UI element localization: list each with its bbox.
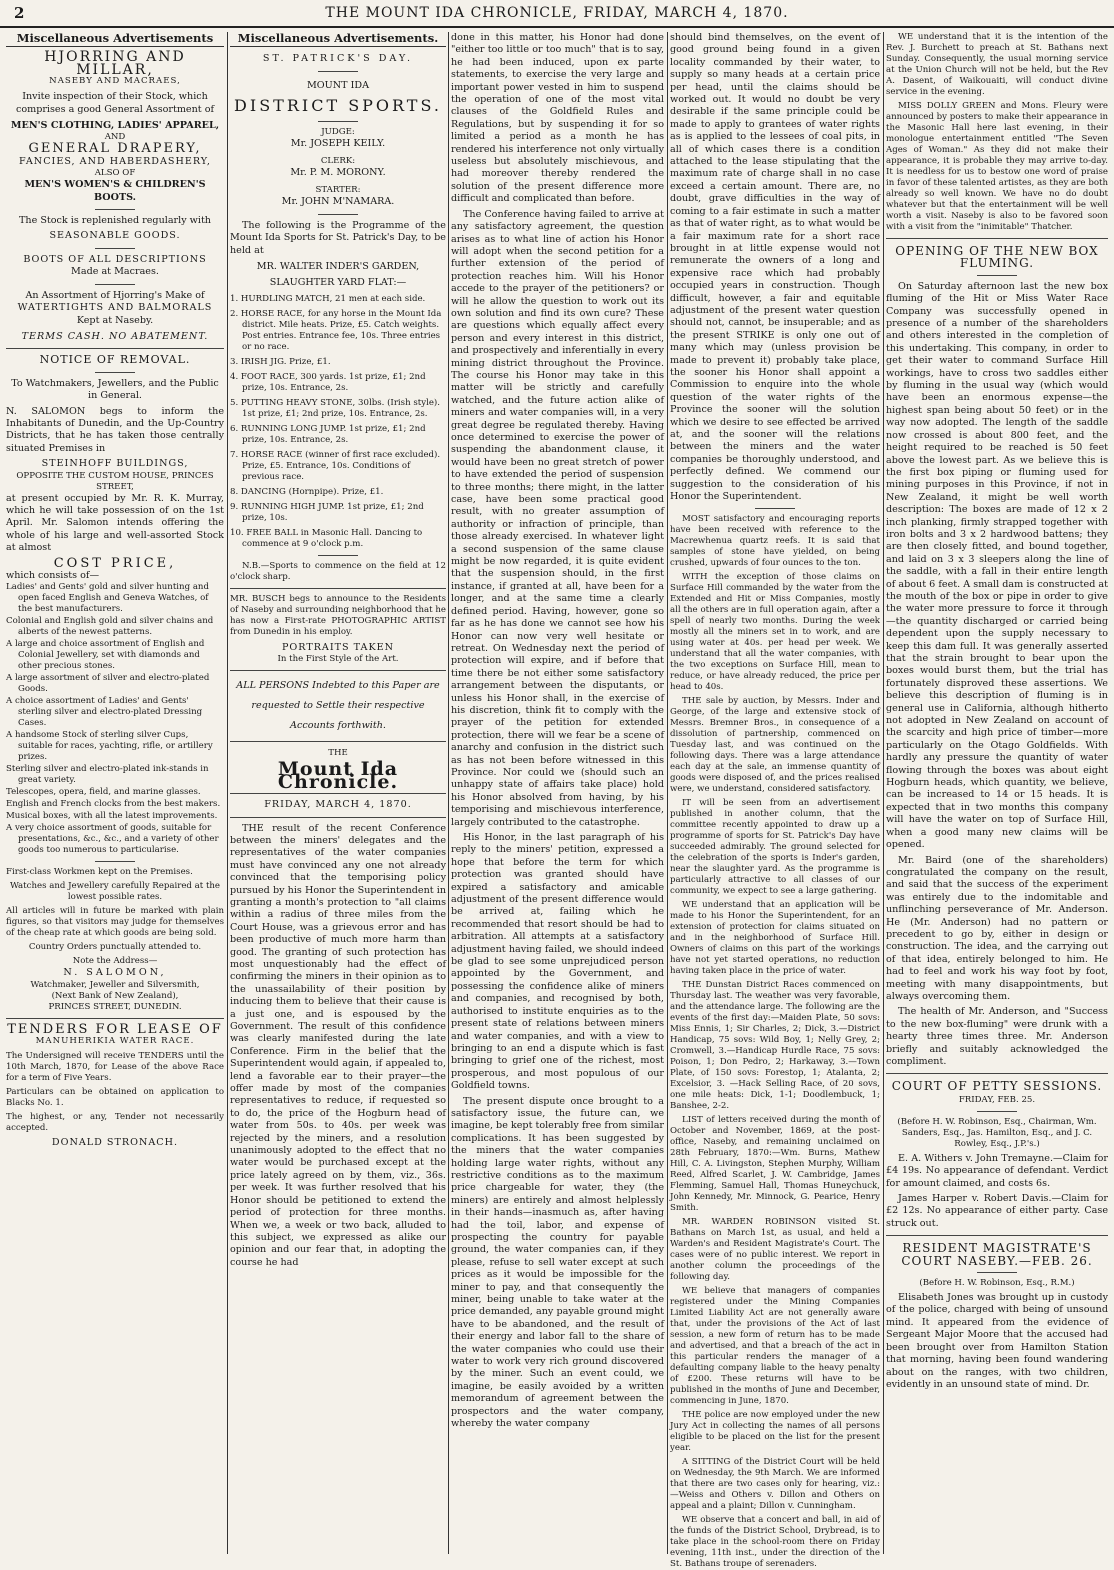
- ad-line: PRINCES STREET, DUNEDIN.: [48, 1001, 182, 1012]
- list-item: Telescopes, opera, field, and marine glasses.: [6, 787, 201, 798]
- article-heading: COURT OF PETTY SESSIONS.: [891, 1079, 1103, 1094]
- ad-text: To Watchmakers, Jewellers, and the Public in General.: [11, 377, 219, 402]
- divider: [977, 1111, 1017, 1112]
- ad-text: Watches and Jewellery carefully Repaired at the lowest possible rates.: [9, 881, 221, 903]
- masthead-the: THE: [328, 748, 348, 759]
- list-item: Colonial and English gold and silver chains and alberts of the newest patterns.: [6, 616, 214, 638]
- article-text: Mr. Baird (one of the shareholders) congratulated the company on the result, and said that the success of the experiment was entirely due to the indomitable and unflinching perseverance of Mr. Anderson. He (Mr. Anderson) had no pattern or precedent to go by, either in design or construction. The idea, and the carrying out of that idea, entirely belonged to him. He had to feel and work his way foot by foot, meeting with many disappointments, but always overcoming them.: [886, 854, 1108, 1002]
- ad-line: which consists of—: [6, 570, 100, 581]
- ad-text: N. SALOMON begs to inform the Inhabitants of Dunedin, and the Up-Country Districts, that he has taken those centrally situated Premises in: [6, 405, 224, 454]
- ad-text: Country Orders punctually attended to.: [28, 942, 202, 953]
- news-item: MISS DOLLY GREEN and Mons. Fleury were announced by posters to make their appearance in the Masonic Hall here last evening, in their monologue entertainment entitled "The Seven Ages of Woman." As they did not make their appearance, it is probable they may arrive to-day. It is needless for us to bestow one word of praise in favor of these talented artistes, as they are both already so well known. We have no do doubt whatever but that the entertainment will be well worth a visit. Naseby is also to be favored soon with a visit from the "inimitable" Thatcher.: [886, 101, 1108, 232]
- ad-text: First-class Workmen kept on the Premises.: [6, 867, 193, 878]
- editorial-text: should bind themselves, on the event of good ground being found in a given locality commanded by their water, to supply so many heads at a certain price per head, until the claims should be worked out. It would no doubt be very desirable if the same principle could be made to apply to grantees of water rights as is applied to the lessees of coal pits, in all of which cases there is a condition attached to the lease stipulating that the maximum rate of charge shall in no case exceed a certain amount. There are, no doubt, grave difficulties in the way of coming to a fair estimate in such a matter as that of water right, as to what would be a fair maximum rate for a short race brought in at little expense would not remunerate the owners of a long and expensive race which had probably occupied years in construction. Though difficult, however, a fair and equitable adjustment of the present water question should not, cannot, be insuperable; and as the present STRIKE is only one out of many which may (unless provision be made to prevent it) probably take place, the sooner his Honor shall appoint a Commission to enquire into the whole question of the water rights of the Province the sooner will the solution which we desire to see effected be arrived at, and the sooner will the relations between the miners and the water companies be thoroughly understood, and perfectly defined. We commend our suggestion to the consideration of his Honor the Superintendent.: [670, 32, 880, 503]
- divider: [318, 214, 358, 215]
- news-item: IT will be seen from an advertisement published in another column, that the committee recently appointed to draw up a programme of sports for St. Patrick's Day have succeeded admirably. The ground selected for the celebration of the sports is Inder's garden, near the slaughter yard. As the programme is particularly attractive to all classes of our community, we expect to see a large gathering.: [670, 798, 880, 897]
- running-title: THE MOUNT IDA CHRONICLE, FRIDAY, MARCH 4, 1870.: [325, 5, 789, 21]
- divider: [977, 1272, 1017, 1273]
- divider: [230, 670, 446, 671]
- list-item: 2. HORSE RACE, for any horse in the Mount Ida district. Mile heats. Prize, £5. Catch weights. Post entries. Entrance fee, 10s. Three entries or no race.: [230, 308, 442, 352]
- news-item: WITH the exception of those claims on Surface Hill commanded by the water from the Extended and Hit or Miss Companies, mostly all the others are in full operation again, after a spell of nearly two months. During the week mostly all the miners set in to work, and are using water at 40s. per head per week. We understand that all the water companies, with the two exceptions on Surface Hill, mean to reduce, or have already reduced, the price per head to 40s.: [670, 572, 880, 693]
- divider: [886, 1073, 1108, 1074]
- list-item: A large assortment of silver and electro-plated Goods.: [6, 673, 210, 695]
- ad-text: All articles will in future be marked with plain figures, so that visitors may judge for themselves of the cheap rate at which goods are being sold.: [6, 906, 224, 939]
- news-item: THE Dunstan District Races commenced on Thursday last. The weather was very favorable, and the attendance large. The following are the events of the first day:—Maiden Plate, 50 sovs: Miss Ennis, 1; Sir Charles, 2; Dick, 3.—District Handicap, 75 sovs: Wild Boy, 1; Nelly Grey, 2; Cromwell, 3.—Handicap Hurdle Race, 75 sovs: Poison, 1; Don Pedro, 2; Harkaway, 3.—Town Plate, of 150 sovs: Forestop, 1; Atalanta, 2; Excelsior, 3. —Hack Selling Race, of 20 sovs, one mile heats: Dick, 1-1; Doodlembuck, 1; Banshee, 2-2.: [670, 980, 880, 1112]
- ad-text: at present occupied by Mr. R. K. Murray, which he will take possession of on the 1st April. Mr. Salomon intends offering the whole of his large and well-assorted Stock at almost: [6, 492, 224, 554]
- editorial-text: His Honor, in the last paragraph of his reply to the miners' petition, expressed a hope that before the term for which protection was granted should have expired a satisfactory and amicable adjustment of the present difference would be arrived at, failing which he recommended that resort should be had to arbitration. All attempts at a satisfactory adjustment having failed, we should indeed be glad to see some unprejudiced person appointed by the Government, and possessing the confidence alike of miners and companies, and recognised by both, authorised to institute enquiries as to the present state of relations between miners and water companies, and with a view to bringing to an end a dispute which is fast bringing to grief one of the richest, most prosperous, and most populous of our Goldfield towns.: [451, 832, 664, 1092]
- list-item: A choice assortment of Ladies' and Gents' sterling silver and electro-plated Dressing Cases.: [6, 696, 203, 729]
- list-item: A very choice assortment of goods, suitable for presentations, &c., &c., and a variety of other goods too numerous to particularise.: [6, 823, 219, 856]
- ad-firm-sub: NASEBY AND MACRAES,: [49, 76, 181, 87]
- article-text: On Saturday afternoon last the new box fluming of the Hit or Miss Water Race Company was successfully opened in presence of a number of the shareholders and others interested in the completion of this undertaking. This company, in order to get their water to command Surface Hill workings, have to cross two saddles either by fluming in the usual way (which would have been an enormous expense—the highest span being about 50 feet) or in the way now adopted. The length of the saddle now crossed is about 800 feet, and the height required to be reached is 50 feet above the lowest part. As we believe this is the first box piping or fluming used for mining purposes in this Province, if not in New Zealand, it might be well worth description: The boxes are made of 12 x 2 inch planking, firmly strapped together with iron bolts and 3 x 2 hardwood battens; they are then closely fitted, and bound together, and laid on 3 x 3 sleepers along the line of the saddle, with a fall in their entire length of about 6 feet. A small dam is constructed at the mouth of the box or pipe in order to give the water more pressure to force it through—the quantity discharged or carried being dependent upon the supply necessary to keep this dam full. It was generally asserted that the strain brought to bear upon the boxes would burst them, but the trial has fortunately disproved these assertions. We believe this description of fluming is in general use in California, although hitherto not adopted in New Zealand on account of the scarcity and high price of timber—more particularly on the Otago Goldfields. With hardly any pressure the quantity of water flowing through the boxes was about eight Hogburn heads, which quantity, we believe, can be increased to 14 or 15 heads. It is expected that in two months this company will have the water on top of Surface Hill, when a good many new claims will be opened.: [886, 280, 1108, 851]
- ad-line: Kept at Naseby.: [76, 314, 154, 326]
- ad-text: ALL PERSONS Indebted to this Paper are requested to Settle their respective Accounts forthwith.: [236, 680, 440, 732]
- news-item: WE understand that an application will be made to his Honor the Superintendent, for an extension of protection for claims situated on and in the neighborhood of Surface Hill. Owners of claims on this part of the workings have not yet started operations, no reduction having taken place in the price of water.: [670, 900, 880, 977]
- issue-date: FRIDAY, MARCH 4, 1870.: [264, 799, 412, 811]
- ad-line: SLAUGHTER YARD FLAT:—: [269, 277, 407, 289]
- ad-line: MOUNT IDA: [306, 79, 370, 91]
- news-item: WE observe that a concert and ball, in aid of the funds of the District School, Drybread, is to take place in the school-room there on Friday evening, 11th inst., under the direction of the St. Bathans troupe of serenaders.: [670, 1515, 880, 1570]
- ad-line: ALSO OF: [94, 168, 136, 179]
- divider: [977, 275, 1017, 276]
- news-item: A SITTING of the District Court will be held on Wednesday, the 9th March. We are informed that there are two cases only for hearing, viz.:—Weiss and Others v. Dillon and Others on appeal and a plaint; Dillon v. Cunningham.: [670, 1457, 880, 1512]
- article-heading: OPENING OF THE NEW BOX FLUMING.: [895, 244, 1099, 271]
- ad-text: N.B.—Sports to commence on the field at 12 o'clock sharp.: [230, 560, 446, 582]
- section-heading: Miscellaneous Advertisements: [6, 32, 224, 47]
- ad-line: GENERAL DRAPERY,: [28, 141, 202, 157]
- divider: [95, 209, 135, 210]
- notice-heading: NOTICE OF REMOVAL.: [39, 353, 191, 367]
- article-text: (Before H. W. Robinson, Esq., R.M.): [919, 1278, 1075, 1289]
- editorial-text: done in this matter, his Honor had done "either too little or too much" that is to say, he had been induced, upon ex parte statements, to exercise the very large and important power vested in him to suspend the operation of one of the most vital clauses of the Goldfield Rules and Regulations, but by suspending it for so limited a period as a month he has rendered his interference not only virtually useless but absolutely mischievous, and had moreover thereby rendered the solution of the present difference more difficult and complicated than before.: [451, 32, 664, 205]
- column-rule: [667, 32, 668, 1554]
- column-1: [6, 32, 224, 1554]
- divider: [318, 555, 358, 556]
- ad-text: The highest, or any, Tender not necessarily accepted.: [6, 1112, 224, 1134]
- list-item: 9. RUNNING HIGH JUMP. 1st prize, £1; 2nd prize, 10s.: [230, 501, 424, 523]
- list-item: English and French clocks from the best makers.: [6, 799, 221, 810]
- divider: [886, 1235, 1108, 1236]
- section-heading: Miscellaneous Advertisements.: [230, 32, 446, 47]
- ad-line: OPPOSITE THE CUSTOM HOUSE, PRINCES STREET,: [16, 470, 214, 492]
- divider: [230, 741, 446, 742]
- column-rule: [448, 32, 449, 1554]
- ad-line: TERMS CASH. NO ABATEMENT.: [21, 330, 209, 342]
- list-item: 6. RUNNING LONG JUMP. 1st prize, £1; 2nd prize, 10s. Entrance, 2s.: [230, 423, 426, 445]
- news-item: MOST satisfactory and encouraging reports have been received with reference to the Macrewhenua quartz reefs. It is said that samples of stone have yielded, on being crushed, upwards of four ounces to the ton.: [670, 514, 880, 569]
- article-text: (Before H. W. Robinson, Esq., Chairman, Wm. Sanders, Esq., Jas. Hamilton, Esq., and J. C. Rowley, Esq., J.P.'s.): [897, 1116, 1097, 1149]
- article-heading: RESIDENT MAGISTRATE'S COURT NASEBY.—FEB. 26.: [901, 1241, 1093, 1268]
- ad-line: WATERTIGHTS AND BALMORALS: [17, 302, 213, 314]
- column-2: [230, 32, 446, 1554]
- ad-line: MR. WALTER INDER'S GARDEN,: [256, 261, 420, 273]
- news-item: WE believe that managers of companies registered under the Mining Companies Limited Liability Act are not generally aware that, under the provisions of the Act of last session, a new form of return has to be made and advertised, and that a breach of the act in this particular renders the manager of a defaulting company liable to the heavy penalty of £200. These returns will have to be published in the months of June and December, commencing in June, 1870.: [670, 1286, 880, 1407]
- divider: [95, 372, 135, 373]
- column-3: [451, 32, 664, 1554]
- ad-line: MEN'S WOMEN'S & CHILDREN'S BOOTS.: [24, 179, 206, 203]
- ad-line: COST PRICE,: [53, 555, 177, 571]
- news-item: THE police are now employed under the new Jury Act in collecting the names of all persons eligible to be placed on the list for the present year.: [670, 1410, 880, 1454]
- divider: [95, 248, 135, 249]
- list-item: 7. HORSE RACE (winner of first race excluded). Prize, £5. Entrance, 10s. Conditions of previous race.: [230, 449, 441, 482]
- column-4: [670, 32, 880, 1570]
- ad-line: Mr. JOHN M'NAMARA.: [281, 196, 395, 208]
- news-item: WE understand that it is the intention of the Rev. J. Burchett to preach at St. Bathans next Sunday. Consequently, the usual morning service at the Union Church will not be held, but the Rev A. Dasent, of Waikouaiti, will conduct divine service in the evening.: [886, 32, 1108, 97]
- ad-line: AND: [104, 132, 126, 143]
- ad-line: CLERK:: [320, 156, 356, 167]
- news-item: LIST of letters received during the month of October and November, 1869, at the post-office, Naseby, and remaining unclaimed on 28th February, 1870:—Wm. Burns, Mathew Hill, C. A. Livingston, Stephen Murphy, William Reed, Alfred Scarlet, J. W. Cambridge, James Flemming, Samuel Hall, Thomas Huneychuck, John Kennedy, Mr. Minnock, G. Pearice, Henry Smith.: [670, 1115, 880, 1214]
- article-text: Elisabeth Jones was brought up in custody of the police, charged with being of unsound mind. It appeared from the evidence of Sergeant Major Moore that the accused had been brought over from Hamilton Station that morning, having been found wandering about on the ranges, with two children, evidently in an unsound state of mind. Dr.: [886, 1292, 1108, 1390]
- editorial-text: The Conference having failed to arrive at any satisfactory agreement, the question arises as to what line of action his Honor will adopt when the second petition for a further extension of the period of protection reaches him. Will his Honor accede to the prayer of the petitioners? or will he allow the question to work out its own solution and find its own cure? These are questions which equally affect every person and every interest in this district, and prospectively and inferentially in every mining district throughout the Province. The course his Honor may take in this matter will be strictly and carefully watched, and the future action alike of miners and water companies will, in a very great degree be regulated thereby. Having once determined to exercise the power of suspending the abandonment clause, it would have been no great stretch of power to have extended the period of suspension to three months; there might, in the latter case, have been some practical good result, with no greater assumption of authority or infraction of principle, than those already exercised. In whatever light a second suspension of the same clause might be now regarded, it is quite evident that the suspension should, in the first instance, if granted at all, have been for a longer, and at the same time a clearly defined period. Having, however, gone so far as he has done we cannot see how his Honor can now very well hesitate or retreat. On Wednesday next the period of protection will expire, and if before that time there be not either some satisfactory arrangement between the disputants, or unless his Honor shall, in the exercise of his discretion, think fit to comply with the prayer of the petition for extended protection, there will we fear be a scene of anarchy and confusion in the district such as has not been before witnessed in this Province. Nor could we (should such an unhappy state of affairs take place) hold his Honor absolved from having, by his temporising and mischievous interference, largely contributed to the catastrophe.: [451, 208, 664, 828]
- divider: [886, 238, 1108, 239]
- column-5: [886, 32, 1108, 1554]
- item-list: [6, 582, 224, 856]
- divider: [6, 348, 224, 349]
- ad-line: ST. PATRICK'S DAY.: [262, 53, 414, 65]
- ad-line: An Assortment of Hjorring's Make of: [25, 289, 205, 301]
- ad-line: N. SALOMON,: [63, 967, 167, 979]
- editorial-text: The present dispute once brought to a satisfactory issue, the future can, we imagine, be kept tolerably free from similar complications. It has been suggested by the miners that the water companies holding large water rights, without any restrictive conditions as to the maximum price chargeable for water, they (the miners) are entirely and almost helplessly in their hands—inasmuch as, after having had the toil, labor, and expense of prospecting the country for payable ground, the water companies can, if they please, refuse to sell water except at such prices as it would be impossible for the miner to pay, and that consequently the miner, being unable to take water at the price demanded, any payable ground might have to be abandoned, and the result of their energy and labor fall to the share of the water companies who could use their water to work very rich ground discovered by the miner. Such an event could, we imagine, be easily avoided by a written memorandum of agreement between the prospectors and the water company, whereby the water company: [451, 1095, 664, 1430]
- list-item: 5. PUTTING HEAVY STONE, 30lbs. (Irish style). 1st prize, £1; 2nd prize, 10s. Entrance, 2s.: [230, 397, 440, 419]
- tender-heading: TENDERS FOR LEASE OF: [7, 1021, 223, 1037]
- list-item: Musical boxes, with all the latest improvements.: [6, 811, 218, 822]
- list-item: Sterling silver and electro-plated ink-stands in great variety.: [6, 764, 209, 786]
- event-list: [230, 294, 446, 550]
- list-item: 1. HURDLING MATCH, 21 men at each side.: [230, 293, 426, 304]
- ad-text: MR. BUSCH begs to announce to the Residents of Naseby and surrounding neighborhood that he has now a First-rate PHOTOGRAPHIC ARTIST from Dunedin in his employ.: [230, 593, 446, 637]
- divider: [318, 71, 358, 72]
- ad-line: BOOTS OF ALL DESCRIPTIONS: [23, 253, 207, 265]
- article-text: E. A. Withers v. John Tremayne.—Claim for £4 19s. No appearance of defendant. Verdict for amount claimed, and costs 6s.: [886, 1152, 1108, 1189]
- ad-line: Mr. P. M. MORONY.: [290, 167, 386, 179]
- divider: [230, 817, 446, 818]
- paper-masthead: Mount Ida Chronicle.: [277, 758, 399, 793]
- ad-title: DISTRICT SPORTS.: [234, 96, 442, 116]
- ad-line: FANCIES, AND HABERDASHERY,: [19, 155, 211, 167]
- ad-line: JUDGE:: [321, 126, 355, 137]
- ad-line: PORTRAITS TAKEN: [281, 641, 395, 653]
- divider: [95, 284, 135, 285]
- ad-line: Note the Address—: [72, 956, 158, 967]
- divider: [230, 793, 446, 794]
- ad-line: STEINHOFF BUILDINGS,: [41, 458, 189, 470]
- list-item: 10. FREE BALL in Masonic Hall. Dancing to commence at 9 o'clock p.m.: [230, 527, 423, 549]
- ad-signature: DONALD STRONACH.: [51, 1137, 179, 1149]
- ad-line: (Next Bank of New Zealand),: [51, 990, 179, 1001]
- ad-line: In the First Style of the Art.: [277, 654, 399, 665]
- divider: [755, 508, 795, 509]
- ad-line: The Stock is replenished regularly with: [19, 215, 211, 227]
- ad-line: Made at Macraes.: [71, 266, 159, 278]
- article-text: James Harper v. Robert Davis.—Claim for £2 12s. No appearance of either party. Case struck out.: [886, 1193, 1108, 1229]
- list-item: 8. DANCING (Hornpipe). Prize, £1.: [230, 486, 384, 497]
- article-text: The health of Mr. Anderson, and "Success to the new box-fluming" were drunk with a hearty three times three. Mr. Anderson briefly and suitably acknowledged the compliment.: [886, 1006, 1108, 1067]
- editorial-text: THE result of the recent Conference between the miners' delegates and the representatives of the water companies must have convinced any one not already convinced that the temporising policy pursued by his Honor the Superintendent in granting a month's protection to "all claims within a radius of three miles from the Court House, was a grievous error and has been productive of much more harm than good. The granting of such protection has most unquestionably had the effect of confirming the miners in their opinion as to the unassailability of their position by inducing them to believe that their cause is a just one, and is espoused by the Government. The result of this confidence was clearly manifested during the late Conference. Firm in the belief that the Superintendent would again, if appealed to, lend a favorable ear to their prayer—the offer made by most of the companies representatives to reduce, if requested so to do, the price of the Hogburn head of water from 50s. to 40s. per week was rejected by the miners, and a resolution unanimously adopted to the effect that no water would be purchased except at the price lately agreed on by them, viz., 36s. per week. It was further resolved that his Honor should be petitioned to extend the period of protection for three months. When we, a week or two back, alluded to this subject, we expressed as alike our opinion and our fear that, in adopting the course he had: [230, 822, 446, 1268]
- ad-line: MANUHERIKIA WATER RACE.: [35, 1036, 195, 1047]
- news-item: MR. WARDEN ROBINSON visited St. Bathans on March 1st, as usual, and held a Warden's and Resident Magistrate's Court. The cases were of no public interest. We report in another column the proceedings of the following day.: [670, 1217, 880, 1283]
- ad-firm-name: HJORRING AND MILLAR,: [44, 49, 186, 78]
- ad-text: Particulars can be obtained on application to Blacks No. 1.: [6, 1087, 224, 1109]
- ad-text: The following is the Programme of the Mount Ida Sports for St. Patrick's Day, to be held at: [230, 219, 446, 256]
- ad-text: The Undersigned will receive TENDERS until the 10th March, 1870, for Lease of the above Race for a term of Five Years.: [6, 1051, 224, 1084]
- ad-text: Invite inspection of their Stock, which comprises a good General Assortment of: [15, 91, 215, 115]
- divider: [230, 588, 446, 589]
- divider: [318, 121, 358, 122]
- column-rule: [883, 32, 884, 1554]
- list-item: A handsome Stock of sterling silver Cups, suitable for races, yachting, rifle, or artillery prizes.: [6, 730, 213, 763]
- page-number: 2: [14, 4, 25, 22]
- list-item: 4. FOOT RACE, 300 yards. 1st prize, £1; 2nd prize, 10s. Entrance, 2s.: [230, 371, 426, 393]
- divider: [6, 1018, 224, 1019]
- masthead: [0, 0, 1114, 28]
- ad-line: MEN'S CLOTHING, LADIES' APPAREL,: [10, 120, 220, 132]
- ad-line: Mr. JOSEPH KEILY.: [290, 137, 386, 149]
- ad-line: SEASONABLE GOODS.: [49, 230, 181, 242]
- list-item: Ladies' and Gents' gold and silver hunting and open faced English and Geneva Watches, of the best manufacturers.: [6, 582, 209, 615]
- ad-line: Watchmaker, Jeweller and Silversmith,: [30, 979, 200, 990]
- ad-line: STARTER:: [315, 185, 361, 196]
- divider: [95, 861, 135, 862]
- list-item: 3. IRISH JIG. Prize, £1.: [230, 356, 331, 367]
- news-item: THE sale by auction, by Messrs. Inder and George, of the large and extensive stock of Messrs. Bremner Bros., in consequence of a dissolution of partnership, commenced on Tuesday last, and was continued on the following days. There was a large attendance each day at the sale, an immense quantity of goods were disposed of, and the prices realised were, we understand, considered satisfactory.: [670, 696, 880, 795]
- article-date: FRIDAY, FEB. 25.: [958, 1094, 1036, 1105]
- list-item: A large and choice assortment of English and Colonial Jewellery, set with diamonds and other precious stones.: [6, 639, 205, 672]
- column-rule: [227, 32, 228, 1554]
